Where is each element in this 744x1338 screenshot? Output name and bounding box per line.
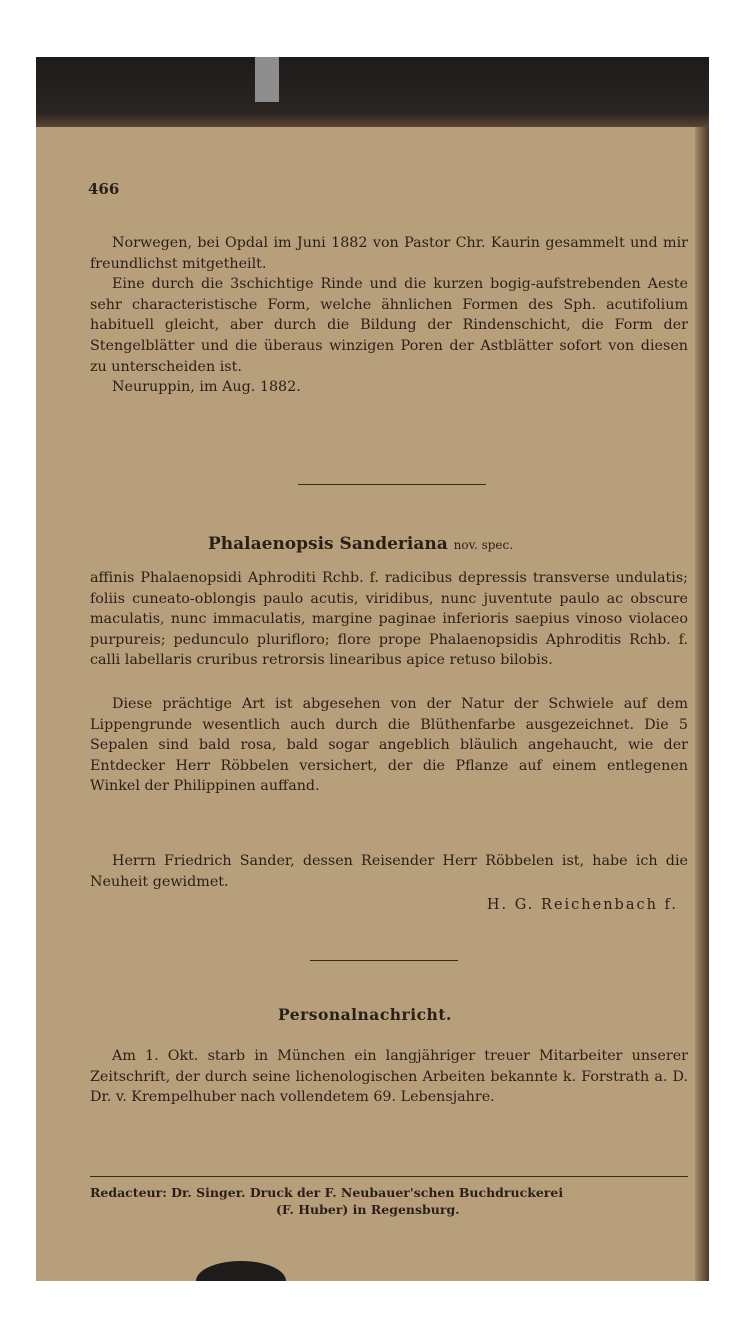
page-edge-shadow (695, 127, 709, 1281)
article-title: Phalaenopsis Sanderiana nov. spec. (208, 534, 514, 554)
paragraph-description: Diese prächtige Art ist abgesehen von der Natur der Schwiele auf dem Lippengrunde wesentlich auch durch die Blüthenfarbe ausgezeichnet. Die 5 Sepalen sind bald rosa, bald sogar angeblich bläulich angehaucht, wie der Entdecker Herr Röbbelen versichert, der die Pflanze auf einem entlegenen Winkel der Philippinen auffand. (90, 696, 688, 795)
footer-rule (90, 1176, 688, 1177)
divider (298, 484, 486, 485)
latin-diagnosis: affinis Phalaenopsidi Aphroditi Rchb. f. radicibus depressis transverse undulatis; foliis cuneato-oblongis paulo acutis, viridibus, nunc juventute paulo ac obscure maculatis, nunc immaculatis, margine paginae inferioris saepius vinoso violaceo purpureis; pedunculo plurifloro; flore prope Phalaenopsidis Aphroditis Rchb. f. calli labellaris cruribus retrorsis linearibus apice retuso bilobis. (90, 570, 688, 669)
dark-top-border (36, 57, 709, 127)
place-date: Neuruppin, im Aug. 1882. (112, 379, 301, 396)
page-number: 466 (88, 180, 120, 198)
paragraph-dedication: Herrn Friedrich Sander, dessen Reisender Herr Röbbelen ist, habe ich die Neuheit gewidmet. (90, 853, 688, 890)
signature: H. G. Reichenbach f. (486, 897, 678, 913)
paragraph-norway: Norwegen, bei Opdal im Juni 1882 von Pastor Chr. Kaurin gesammelt und mir freundlichst mitgetheilt. Eine durch die 3schichtige Rinde und die kurzen bogig-aufstrebenden Aeste sehr characteristische Form, welche ähnlichen Formen des Sph. acutifolium habituell gleicht, aber durch die Bildung der Rindenschicht, die Form der Stengelblätter und die überaus winzigen Poren der Astblätter sofort von diesen zu unterscheiden ist. Neuruppin, im Aug. 1882. (90, 233, 688, 398)
section-title: Personalnachricht. (278, 1005, 452, 1024)
grey-tab (255, 57, 279, 102)
paragraph-obituary: Am 1. Okt. starb in München ein langjähriger treuer Mitarbeiter unserer Zeitschrift, der durch seine lichenologischen Arbeiten bekannte k. Forstrath a. D. Dr. v. Krempelhuber nach vollendetem 69. Lebensjahre. (90, 1048, 688, 1106)
article-title-suffix: nov. spec. (453, 538, 514, 552)
footer-imprint: Redacteur: Dr. Singer. Druck der F. Neubauer'schen Buchdruckerei (F. Huber) in Regensburg. (90, 1185, 564, 1217)
divider (310, 960, 458, 961)
dark-blot (196, 1261, 286, 1281)
